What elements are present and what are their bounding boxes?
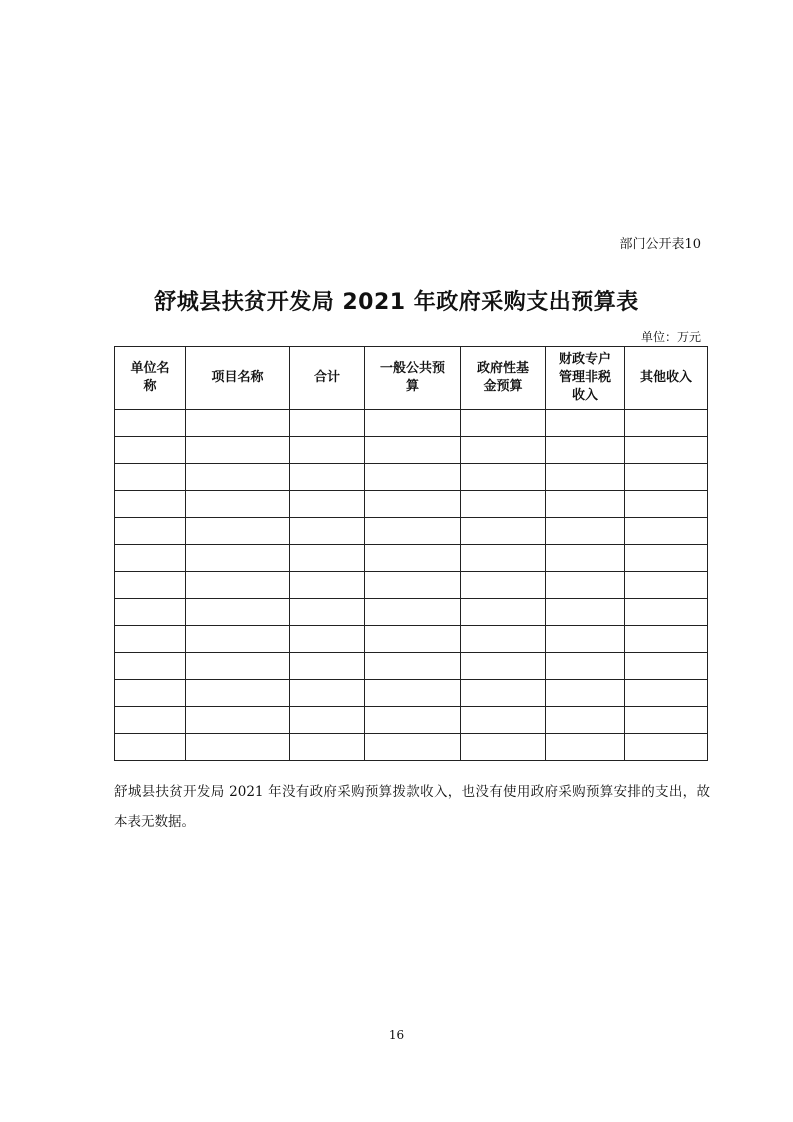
- table-cell: [186, 518, 290, 545]
- header-other-income: 其他收入: [625, 347, 708, 410]
- table-cell: [461, 545, 546, 572]
- table-cell: [290, 626, 365, 653]
- table-cell: [461, 626, 546, 653]
- table-cell: [546, 707, 625, 734]
- table-cell: [290, 491, 365, 518]
- table-cell: [115, 491, 186, 518]
- table-cell: [365, 518, 461, 545]
- header-general-public-budget: 一般公共预算: [365, 347, 461, 410]
- table-row: [115, 545, 708, 572]
- table-row: [115, 410, 708, 437]
- table-cell: [186, 572, 290, 599]
- table-cell: [546, 572, 625, 599]
- table-cell: [290, 437, 365, 464]
- table-cell: [461, 491, 546, 518]
- table-cell: [115, 626, 186, 653]
- table-cell: [546, 410, 625, 437]
- table-row: [115, 518, 708, 545]
- table-cell: [625, 599, 708, 626]
- table-cell: [115, 545, 186, 572]
- header-unit-name: 单位名称: [115, 347, 186, 410]
- table-row: [115, 626, 708, 653]
- table-cell: [625, 410, 708, 437]
- table-cell: [290, 680, 365, 707]
- table-cell: [115, 572, 186, 599]
- table-cell: [186, 707, 290, 734]
- budget-table: [114, 346, 708, 761]
- table-row: [115, 653, 708, 680]
- table-cell: [461, 410, 546, 437]
- table-cell: [625, 707, 708, 734]
- table-cell: [290, 518, 365, 545]
- header-fiscal-special-account-income: 财政专户管理非税收入: [546, 347, 625, 410]
- table-cell: [290, 545, 365, 572]
- page-number: 16: [388, 1028, 405, 1042]
- table-row: [115, 572, 708, 599]
- table-cell: [186, 680, 290, 707]
- table-cell: [625, 680, 708, 707]
- note-text: 舒城县扶贫开发局 2021 年没有政府采购预算拨款收入，也没有使用政府采购预算安排的支出，故本表无数据。: [114, 784, 710, 830]
- table-cell: [365, 572, 461, 599]
- table-cell: [290, 572, 365, 599]
- table-cell: [546, 653, 625, 680]
- table-cell: [290, 734, 365, 761]
- table-cell: [625, 734, 708, 761]
- table-cell: [546, 599, 625, 626]
- table-body: [115, 410, 708, 761]
- table-cell: [115, 464, 186, 491]
- table-cell: [546, 518, 625, 545]
- table-cell: [365, 437, 461, 464]
- table-cell: [461, 437, 546, 464]
- table-cell: [625, 491, 708, 518]
- header-government-fund-budget: 政府性基金预算: [461, 347, 546, 410]
- document-title: 舒城县扶贫开发局 2021 年政府采购支出预算表: [154, 290, 639, 315]
- table-row: [115, 599, 708, 626]
- table-cell: [115, 518, 186, 545]
- table-cell: [461, 464, 546, 491]
- table-cell: [186, 464, 290, 491]
- table-cell: [290, 410, 365, 437]
- header-project-name: 项目名称: [186, 347, 290, 410]
- table-cell: [290, 464, 365, 491]
- table-cell: [625, 518, 708, 545]
- table-cell: [115, 734, 186, 761]
- table-row: [115, 464, 708, 491]
- table-cell: [186, 410, 290, 437]
- table-row: [115, 707, 708, 734]
- table-header-row: [115, 347, 708, 410]
- table-cell: [461, 599, 546, 626]
- table-cell: [186, 491, 290, 518]
- table-cell: [461, 734, 546, 761]
- table-cell: [186, 437, 290, 464]
- header-total: 合计: [290, 347, 365, 410]
- table-cell: [365, 491, 461, 518]
- table-cell: [365, 707, 461, 734]
- table-cell: [365, 545, 461, 572]
- table-cell: [115, 653, 186, 680]
- table-row: [115, 491, 708, 518]
- table-cell: [115, 680, 186, 707]
- table-cell: [365, 653, 461, 680]
- table-cell: [365, 599, 461, 626]
- page-label: 部门公开表10: [619, 237, 701, 252]
- table-cell: [546, 464, 625, 491]
- table-cell: [365, 464, 461, 491]
- table-cell: [115, 437, 186, 464]
- table-cell: [365, 410, 461, 437]
- table-row: [115, 437, 708, 464]
- table-cell: [186, 734, 290, 761]
- table-row: [115, 680, 708, 707]
- table-cell: [625, 653, 708, 680]
- table-cell: [115, 410, 186, 437]
- table-cell: [625, 464, 708, 491]
- table-cell: [461, 653, 546, 680]
- table-cell: [115, 707, 186, 734]
- table-cell: [290, 653, 365, 680]
- table-cell: [365, 626, 461, 653]
- table-cell: [546, 734, 625, 761]
- table-cell: [461, 518, 546, 545]
- unit-label: 单位：万元: [640, 330, 701, 344]
- table-cell: [365, 680, 461, 707]
- table-cell: [625, 626, 708, 653]
- table-cell: [625, 437, 708, 464]
- table-cell: [186, 653, 290, 680]
- table-cell: [186, 599, 290, 626]
- table-cell: [625, 545, 708, 572]
- table-cell: [546, 545, 625, 572]
- table-cell: [625, 572, 708, 599]
- table-cell: [365, 734, 461, 761]
- table-cell: [461, 572, 546, 599]
- table-cell: [186, 626, 290, 653]
- table-cell: [186, 545, 290, 572]
- table-row: [115, 734, 708, 761]
- table-cell: [546, 626, 625, 653]
- table-cell: [290, 599, 365, 626]
- table-cell: [461, 707, 546, 734]
- table-cell: [546, 437, 625, 464]
- table-cell: [546, 680, 625, 707]
- table-cell: [290, 707, 365, 734]
- table-cell: [546, 491, 625, 518]
- table-cell: [461, 680, 546, 707]
- table-cell: [115, 599, 186, 626]
